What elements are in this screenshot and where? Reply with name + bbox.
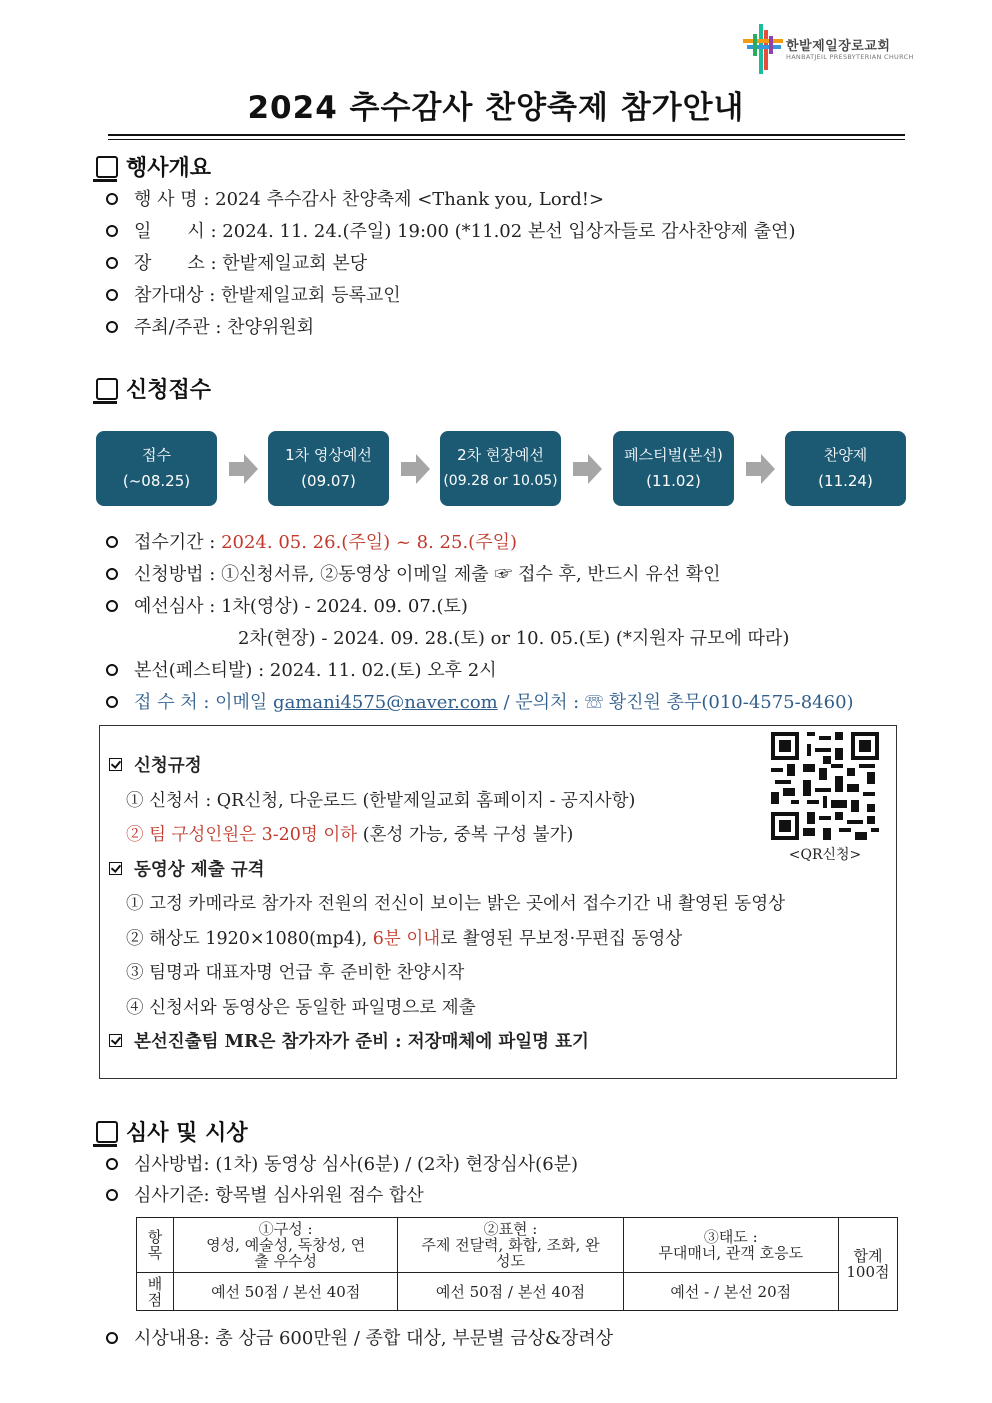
rule-text: (혼성 가능, 중복 구성 불가) bbox=[357, 825, 574, 845]
arrow-right-icon bbox=[746, 453, 776, 485]
application-prelim-2: 2차(현장) - 2024. 09. 28.(토) or 10. 05.(토) (*지원자 규모에 따라) bbox=[238, 628, 790, 649]
bullet-icon bbox=[106, 289, 118, 301]
col-title: ②표현 : bbox=[483, 1220, 538, 1238]
col-title: ③태도 : bbox=[703, 1228, 758, 1246]
item-value: 2024. 11. 24.(주일) 19:00 (*11.02 본선 입상자들로 감사찬양제 출연) bbox=[222, 221, 796, 242]
rule-item: ④ 신청서와 동영상은 동일한 파일명으로 제출 bbox=[126, 998, 476, 1018]
contact-email-prefix: 이메일 bbox=[215, 692, 268, 713]
item-label: 신청방법 : bbox=[134, 564, 216, 585]
item-value: 2024. 05. 26.(주일) ~ 8. 25.(주일) bbox=[221, 532, 517, 553]
contact-email-link[interactable]: gamani4575@naver.com bbox=[273, 692, 498, 713]
bullet-icon bbox=[106, 1189, 118, 1201]
item-label: 심사방법: bbox=[134, 1154, 210, 1175]
item-label: 행 사 명 bbox=[134, 189, 198, 210]
overview-item: 참가대상 : 한밭제일교회 등록교인 bbox=[106, 281, 401, 307]
rule-item bbox=[126, 925, 682, 950]
step-date: (09.07) bbox=[301, 472, 356, 490]
bullet-icon bbox=[106, 225, 118, 237]
table-col-attitude bbox=[623, 1218, 838, 1273]
item-value: 한밭제일교회 등록교인 bbox=[221, 285, 401, 306]
overview-item: 주최/주관 : 찬양위원회 bbox=[106, 313, 314, 339]
flow-step bbox=[440, 431, 561, 506]
table-row-head-score: 배점 bbox=[137, 1273, 174, 1311]
title-rule-thin bbox=[108, 139, 905, 140]
bullet-icon bbox=[106, 1332, 118, 1344]
bullet-icon bbox=[106, 1158, 118, 1170]
flow-step bbox=[785, 431, 906, 506]
item-value: 한밭제일교회 본당 bbox=[222, 253, 368, 274]
item-value: (1차) 동영상 심사(6분) / (2차) 현장심사(6분) bbox=[215, 1154, 579, 1175]
judging-award bbox=[106, 1324, 613, 1350]
inquiry-value: ☏ 황진원 총무(010-4575-8460) bbox=[584, 692, 854, 713]
table-row-head-items: 항목 bbox=[137, 1218, 174, 1273]
section-heading-text: 행사개요 bbox=[126, 156, 212, 181]
step-date: (09.28 or 10.05) bbox=[443, 473, 558, 489]
table-cell-score: 예선 50점 / 본선 40점 bbox=[174, 1273, 398, 1311]
contact-label: 접 수 처 : bbox=[134, 692, 210, 713]
step-title: 접수 bbox=[142, 446, 171, 464]
rules-heading-text: 신청규정 bbox=[134, 756, 202, 776]
application-final bbox=[106, 656, 497, 682]
bullet-icon bbox=[106, 536, 118, 548]
logo-church-name: 한밭제일장로교회 bbox=[786, 39, 891, 54]
page-title: 2024 추수감사 찬양축제 참가안내 bbox=[247, 90, 745, 126]
step-date: (~08.25) bbox=[122, 472, 191, 490]
table-col-expression bbox=[398, 1218, 623, 1273]
rule-item: ③ 팀명과 대표자명 언급 후 준비한 찬양시작 bbox=[126, 963, 465, 983]
item-label: 참가대상 bbox=[134, 285, 204, 306]
step-title: 1차 영상예선 bbox=[285, 446, 372, 464]
qr-code-image[interactable] bbox=[771, 732, 879, 840]
section-checkbox-icon bbox=[96, 1121, 118, 1143]
item-value: 항목별 심사위원 점수 합산 bbox=[215, 1185, 424, 1206]
flow-step bbox=[96, 431, 217, 506]
step-date: (11.02) bbox=[646, 472, 701, 490]
section-heading-overview bbox=[96, 151, 211, 182]
bullet-icon bbox=[106, 321, 118, 333]
table-total bbox=[838, 1218, 897, 1311]
rules-heading-application bbox=[109, 752, 202, 777]
step-title: 2차 현장예선 bbox=[457, 446, 544, 464]
total-label: 합계 bbox=[853, 1247, 883, 1265]
overview-item: 일 시 : 2024. 11. 24.(주일) 19:00 (*11.02 본선 입상자들로 감사찬양제 출연) bbox=[106, 217, 796, 243]
item-label: 장 소 bbox=[134, 253, 205, 274]
flow-step bbox=[268, 431, 389, 506]
rule-highlight: 6분 이내 bbox=[372, 929, 441, 949]
section-heading-application bbox=[96, 373, 211, 404]
item-label: 심사기준: bbox=[134, 1185, 210, 1206]
overview-item: 장 소 : 한밭제일교회 본당 bbox=[106, 249, 367, 275]
col-desc: 영성, 예술성, 독창성, 연출 우수성 bbox=[206, 1236, 366, 1270]
judging-criteria bbox=[106, 1181, 424, 1207]
bullet-icon bbox=[106, 568, 118, 580]
item-value: 1차(영상) - 2024. 09. 07.(토) bbox=[221, 596, 468, 617]
table-cell-score: 예선 50점 / 본선 40점 bbox=[398, 1273, 623, 1311]
judging-method bbox=[106, 1150, 578, 1176]
logo-church-subtitle: HANBATJEIL PRESBYTERIAN CHURCH bbox=[786, 53, 914, 61]
rules-heading-text: 본선진출팀 MR은 참가자가 준비 : 저장매체에 파일명 표기 bbox=[134, 1032, 589, 1052]
application-prelim bbox=[106, 592, 468, 618]
bullet-icon bbox=[106, 600, 118, 612]
contact-separator: / bbox=[503, 692, 510, 713]
step-title: 찬양제 bbox=[823, 446, 868, 464]
church-logo bbox=[741, 22, 786, 76]
arrow-right-icon bbox=[401, 453, 431, 485]
rule-item bbox=[126, 821, 573, 846]
checked-box-icon bbox=[109, 758, 122, 771]
inquiry-label: 문의처 : bbox=[515, 692, 580, 713]
section-checkbox-icon bbox=[96, 156, 118, 178]
item-value: 총 상금 600만원 / 종합 대상, 부문별 금상&장려상 bbox=[215, 1328, 614, 1349]
item-label: 일 시 bbox=[134, 221, 205, 242]
bullet-icon bbox=[106, 193, 118, 205]
section-checkbox-icon bbox=[96, 378, 118, 400]
total-value: 100점 bbox=[846, 1263, 890, 1281]
rule-text: ② 해상도 1920×1080(mp4), bbox=[126, 929, 373, 949]
rules-heading-text: 동영상 제출 규격 bbox=[134, 860, 265, 880]
section-heading-judging bbox=[96, 1116, 248, 1147]
rules-heading-mr bbox=[109, 1028, 589, 1053]
table-cell-score: 예선 - / 본선 20점 bbox=[623, 1273, 838, 1311]
item-value: 2024 추수감사 찬양축제 <Thank you, Lord!> bbox=[215, 189, 605, 210]
col-desc: 무대매너, 관객 호응도 bbox=[658, 1244, 804, 1262]
scoring-table bbox=[136, 1217, 898, 1311]
bullet-icon bbox=[106, 696, 118, 708]
arrow-right-icon bbox=[573, 453, 603, 485]
col-title: ①구성 : bbox=[258, 1220, 313, 1238]
application-period bbox=[106, 528, 517, 554]
step-title: 페스티벌(본선) bbox=[624, 446, 723, 464]
item-label: 주최/주관 bbox=[134, 317, 210, 338]
rule-item: ① 고정 카메라로 참가자 전원의 전신이 보이는 밝은 곳에서 접수기간 내 촬영된 동영상 bbox=[126, 894, 786, 914]
step-date: (11.24) bbox=[818, 472, 873, 490]
overview-item: 행 사 명 : 2024 추수감사 찬양축제 <Thank you, Lord!> bbox=[106, 185, 604, 211]
checked-box-icon bbox=[109, 1034, 122, 1047]
section-heading-text: 신청접수 bbox=[126, 378, 212, 403]
bullet-icon bbox=[106, 257, 118, 269]
section-heading-text: 심사 및 시상 bbox=[126, 1121, 248, 1146]
item-value: 2024. 11. 02.(토) 오후 2시 bbox=[269, 660, 497, 681]
col-desc: 주제 전달력, 화합, 조화, 완성도 bbox=[421, 1236, 600, 1270]
rule-text: 로 촬영된 무보정·무편집 동영상 bbox=[440, 929, 683, 949]
application-contact bbox=[106, 688, 854, 714]
item-label: 예선심사 : bbox=[134, 596, 216, 617]
rule-highlight: ② 팀 구성인원은 3-20명 이하 bbox=[126, 825, 358, 845]
item-label: 시상내용: bbox=[134, 1328, 210, 1349]
application-method bbox=[106, 560, 721, 586]
checked-box-icon bbox=[109, 862, 122, 875]
item-label: 접수기간 : bbox=[134, 532, 216, 553]
item-label: 본선(페스티발) : bbox=[134, 660, 265, 681]
bullet-icon bbox=[106, 664, 118, 676]
rule-item: ① 신청서 : QR신청, 다운로드 (한밭제일교회 홈페이지 - 공지사항) bbox=[126, 791, 636, 811]
rules-heading-video bbox=[109, 856, 265, 881]
item-value: ①신청서류, ②동영상 이메일 제출 ☞ 접수 후, 반드시 유선 확인 bbox=[221, 564, 721, 585]
table-col-composition bbox=[174, 1218, 398, 1273]
qr-caption: <QR신청> bbox=[788, 847, 862, 863]
title-rule-thick bbox=[108, 134, 905, 136]
item-value: 찬양위원회 bbox=[227, 317, 315, 338]
arrow-right-icon bbox=[229, 453, 259, 485]
flow-step bbox=[613, 431, 734, 506]
